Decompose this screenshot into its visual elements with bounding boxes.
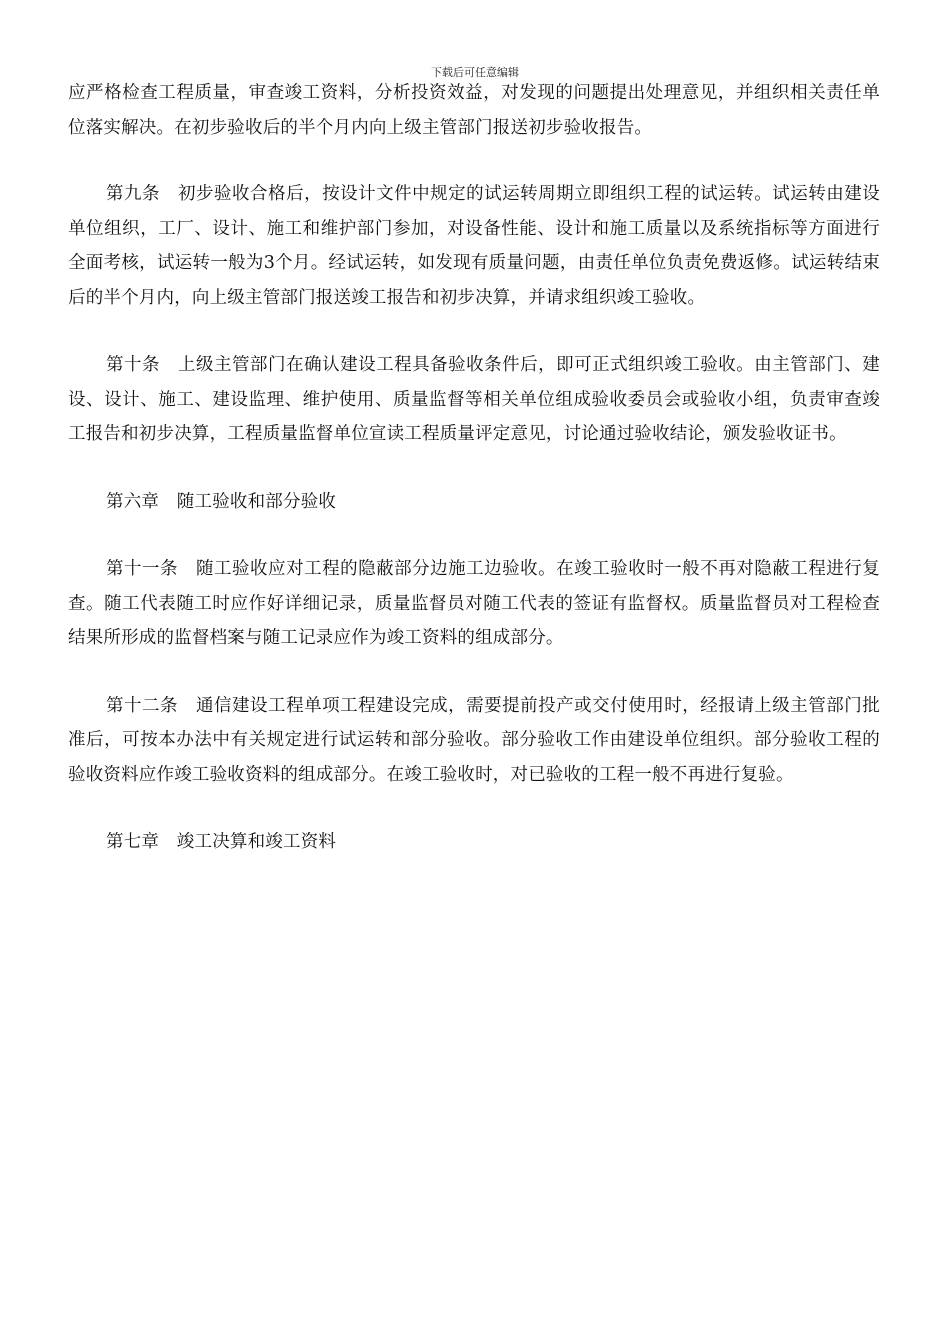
article-11: 第十一条 随工验收应对工程的隐蔽部分边施工边验收。在竣工验收时一般不再对隐蔽工程进行复查。随工代表随工时应作好详细记录，质量监督员对随工代表的签证有监督权。质量监督员对工程检查结果所形成的监督档案与随工记录应作为竣工资料的组成部分。 — [68, 559, 880, 648]
article-9: 第九条 初步验收合格后，按设计文件中规定的试运转周期立即组织工程的试运转。试运转由建设单位组织，工厂、设计、施工和维护部门参加，对设备性能、设计和施工质量以及系统指标等方面进行全面考核，试运转一般为3个月。经试运转，如发现有质量问题，由责任单位负责免费返修。试运转结束后的半个月内，向上级主管部门报送竣工报告和初步决算，并请求组织竣工验收。 — [68, 184, 880, 308]
article-10: 第十条 上级主管部门在确认建设工程具备验收条件后，即可正式组织竣工验收。由主管部门、建设、设计、施工、建设监理、维护使用、质量监督等相关单位组成验收委员会或验收小组，负责审查竣工报告和初步决算，工程质量监督单位宣读工程质量评定意见，讨论通过验收结论，颁发验收证书。 — [68, 355, 880, 444]
chapter-7-heading: 第七章 竣工决算和竣工资料 — [106, 832, 337, 852]
document-body — [68, 76, 880, 860]
article-12: 第十二条 通信建设工程单项工程建设完成，需要提前投产或交付使用时，经报请上级主管部门批准后，可按本办法中有关规定进行试运转和部分验收。部分验收工作由建设单位组织。部分验收工程的验收资料应作竣工验收资料的组成部分。在竣工验收时，对已验收的工程一般不再进行复验。 — [68, 695, 880, 785]
header-note: 下载后可任意编辑 — [431, 66, 519, 79]
chapter-6-heading: 第六章 随工验收和部分验收 — [106, 491, 337, 512]
paragraph-continuation: 应严格检查工程质量，审查竣工资料，分析投资效益，对发现的问题提出处理意见，并组织相关责任单位落实解决。在初步验收后的半个月内向上级主管部门报送初步验收报告。 — [68, 83, 880, 138]
